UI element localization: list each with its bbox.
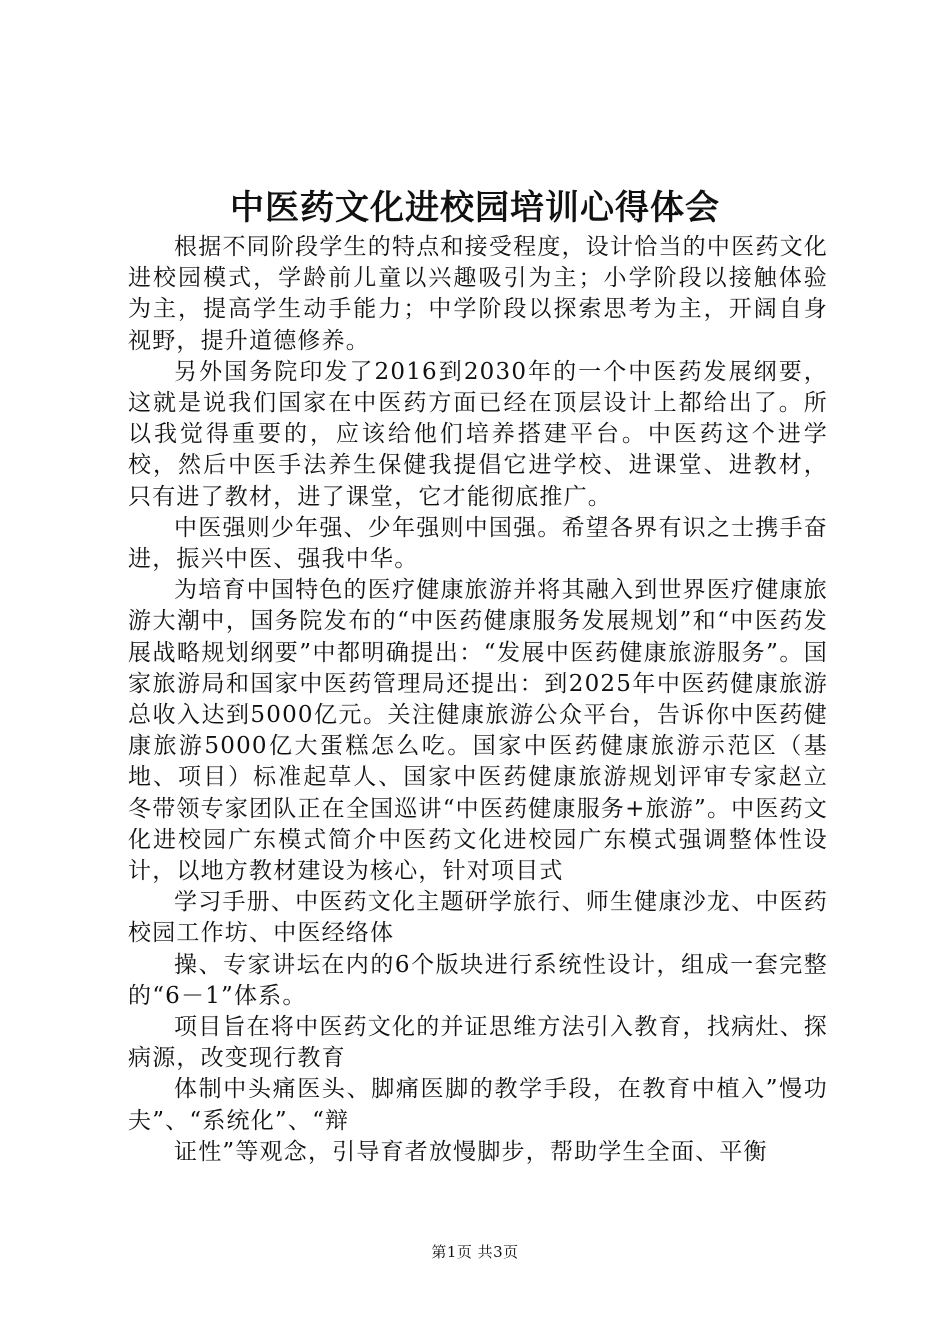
document-body bbox=[128, 232, 828, 1168]
paragraph-2: 另外国务院印发了2016到2030年的一个中医药发展纲要，这就是说我们国家在中医药方面已经在顶层设计上都给出了。所以我觉得重要的，应该给他们培养搭建平台。中医药这个进学校，然后中医手法养生保健我提倡它进学校、进课堂、进教材，只有进了教材，进了课堂，它才能彻底推广。 bbox=[128, 358, 828, 510]
paragraph-9: 证性”等观念，引导育者放慢脚步，帮助学生全面、平衡 bbox=[174, 1138, 768, 1165]
paragraph-7: 项目旨在将中医药文化的并证思维方法引入教育，找病灶、探病源，改变现行教育 bbox=[128, 1014, 828, 1072]
page-footer: 第1页 共3页 bbox=[431, 1243, 519, 1261]
paragraph-8: 体制中头痛医头、脚痛医脚的教学手段，在教育中植入”慢功夫”、“系统化”、“辩 bbox=[128, 1076, 828, 1134]
paragraph-4: 为培育中国特色的医疗健康旅游并将其融入到世界医疗健康旅游大潮中，国务院发布的“中医药健康服务发展规划”和“中医药发展战略规划纲要”中都明确提出：“发展中医药健康旅游服务”。国家旅游局和国家中医药管理局还提出：到2025年中医药健康旅游总收入达到5000亿元。关注健康旅游公众平台，告诉你中医药健康旅游5000亿大蛋糕怎么吃。国家中医药健康旅游示范区（基地、项目）标准起草人、国家中医药健康旅游规划评审专家赵立冬带领专家团队正在全国巡讲“中医药健康服务+旅游”。中医药文化进校园广东模式简介中医药文化进校园广东模式强调整体性设计，以地方教材建设为核心，针对项目式 bbox=[128, 577, 828, 885]
paragraph-5: 学习手册、中医药文化主题研学旅行、师生健康沙龙、中医药校园工作坊、中医经络体 bbox=[128, 889, 828, 947]
paragraph-1: 根据不同阶段学生的特点和接受程度，设计恰当的中医药文化进校园模式，学龄前儿童以兴趣吸引为主；小学阶段以接触体验为主，提高学生动手能力；中学阶段以探索思考为主，开阔自身视野，提升道德修养。 bbox=[128, 234, 828, 354]
paragraph-3: 中医强则少年强、少年强则中国强。希望各界有识之士携手奋进，振兴中医、强我中华。 bbox=[128, 514, 828, 573]
paragraph-6: 操、专家讲坛在内的6个版块进行系统性设计，组成一套完整的“6－1”体系。 bbox=[128, 951, 828, 1009]
document-title: 中医药文化进校园培训心得体会 bbox=[230, 188, 720, 228]
